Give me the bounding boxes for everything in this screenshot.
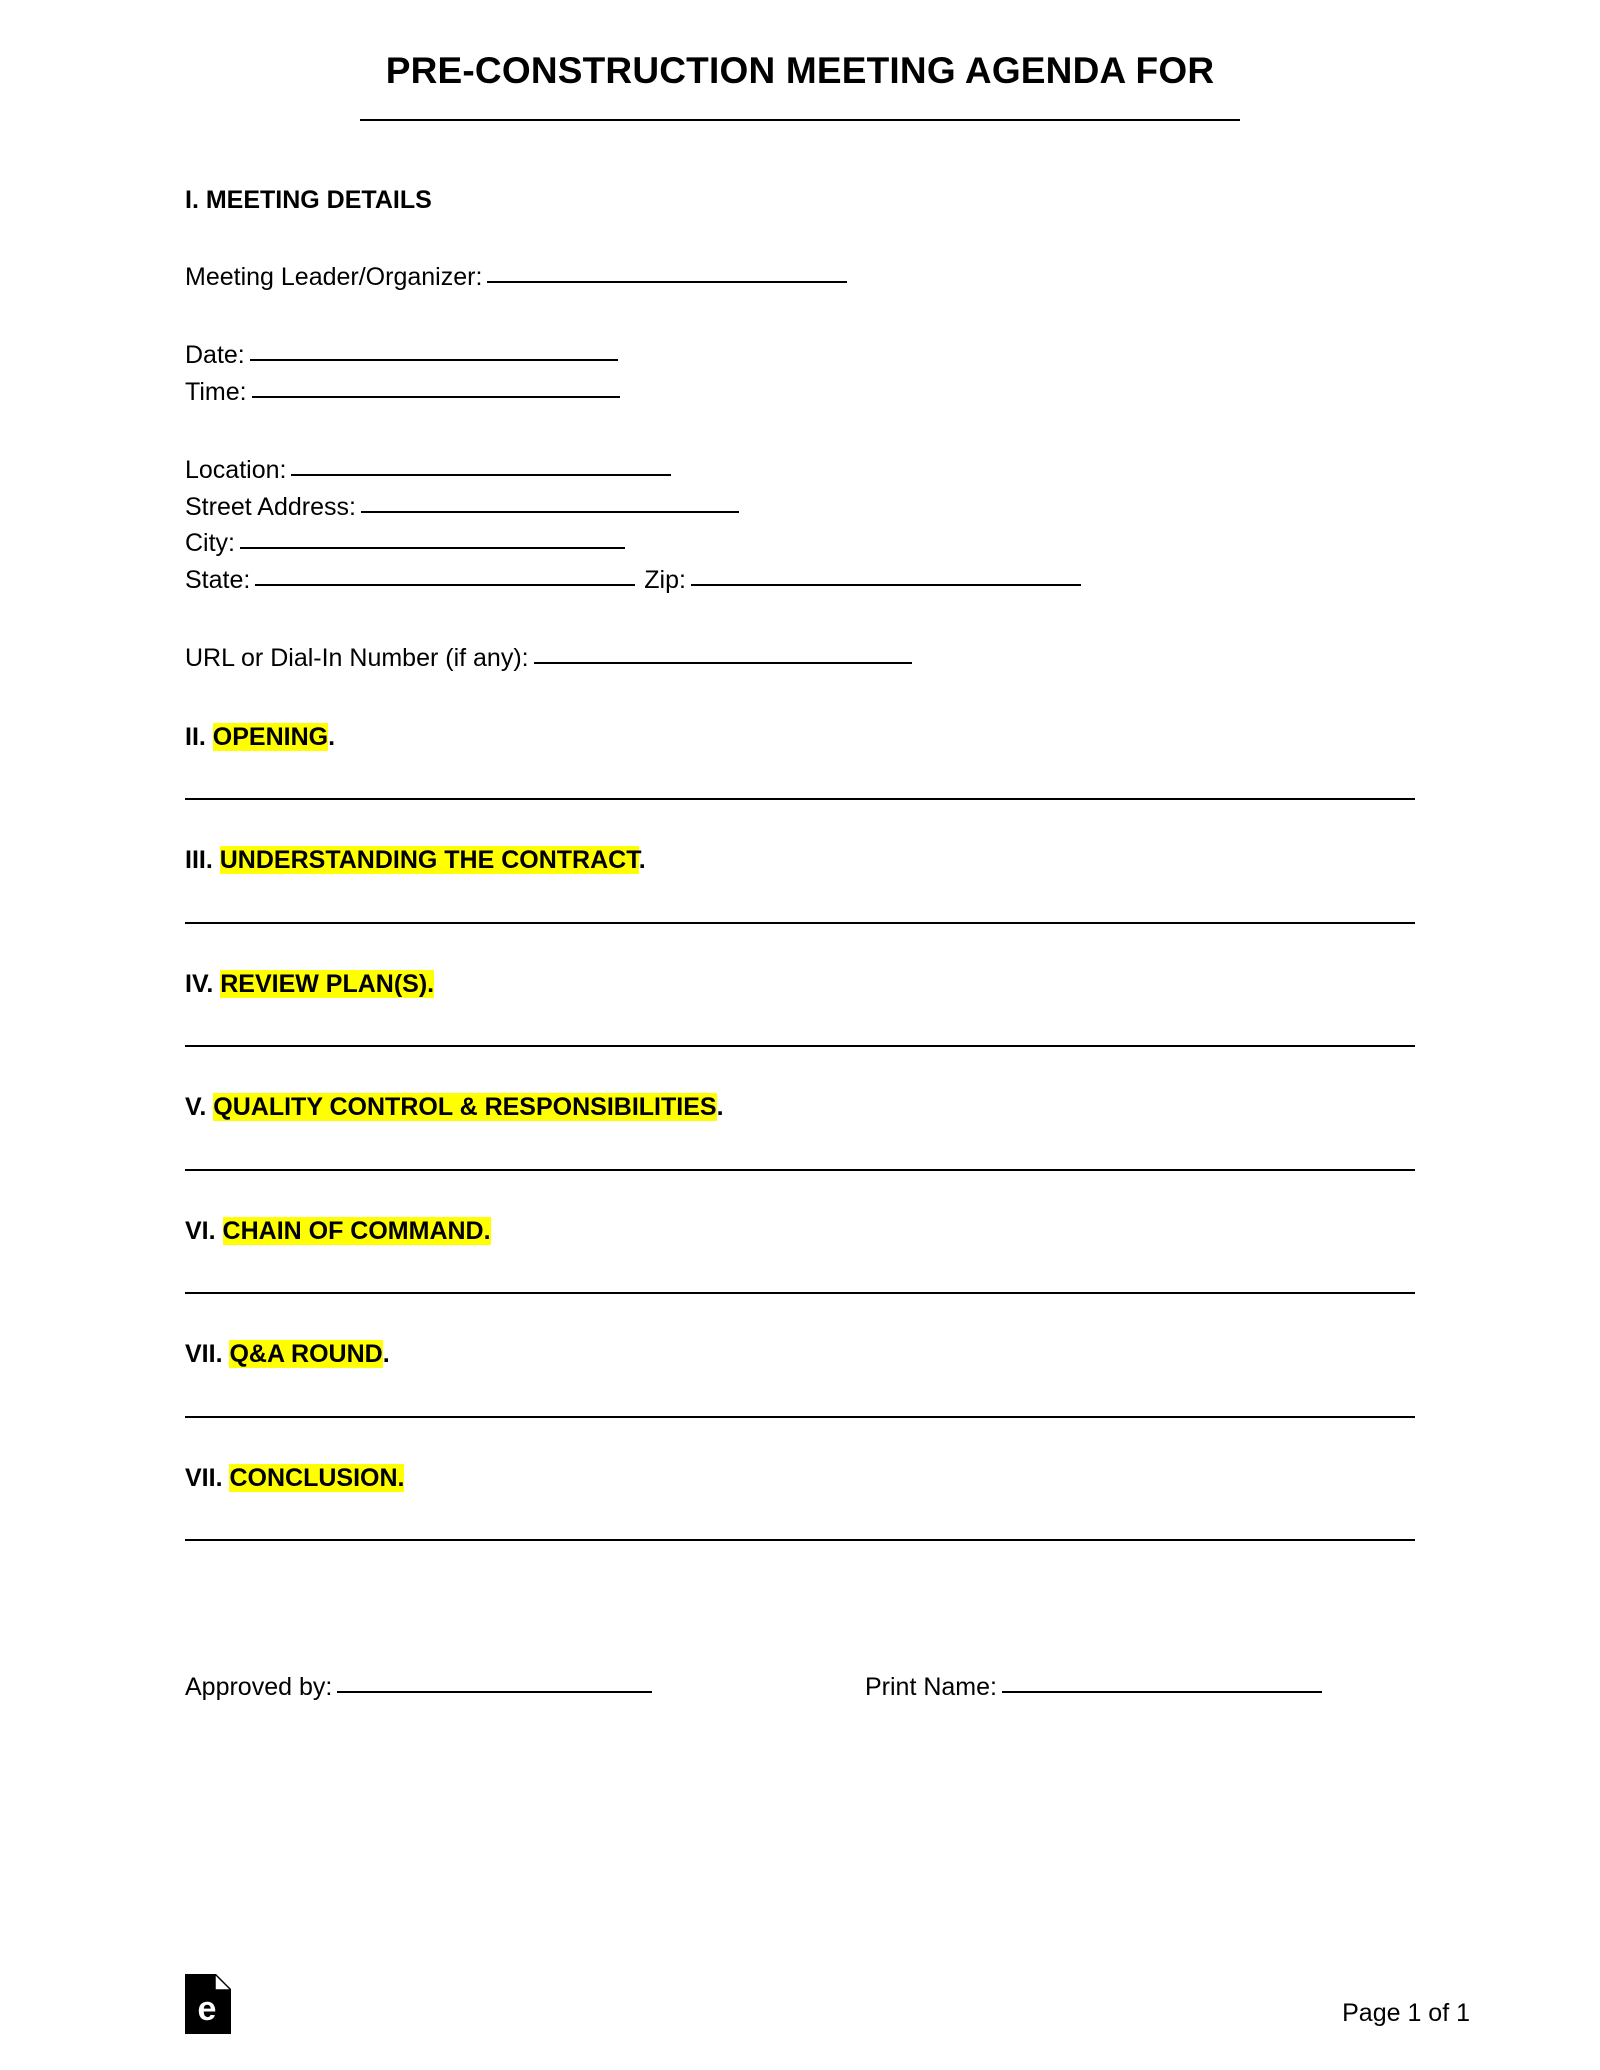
agenda-section-heading-wrap [185, 1418, 1415, 1495]
agenda-section-title: UNDERSTANDING THE CONTRACT [219, 846, 639, 875]
spacer [185, 295, 1415, 337]
title-blank-line-wrap [185, 108, 1415, 126]
agenda-section-numeral: IV. [185, 969, 214, 998]
agenda-section-rule-wrap [185, 1494, 1415, 1541]
street-address-input[interactable] [361, 489, 739, 513]
zip-label: Zip: [644, 565, 686, 594]
agenda-section [185, 1047, 1415, 1171]
page-footer [185, 1974, 1470, 2034]
agenda-section-numeral: VII. [185, 1340, 223, 1369]
location-input[interactable] [291, 452, 671, 476]
agenda-section-heading [185, 968, 1415, 1001]
field-row-organizer [185, 259, 1415, 296]
agenda-section-rule-wrap [185, 1247, 1415, 1294]
agenda-section-title: QUALITY CONTROL & RESPONSIBILITIES [213, 1093, 717, 1122]
spacer [185, 217, 1415, 259]
field-row-url-dial-in [185, 640, 1415, 677]
agenda-section-title: OPENING [212, 722, 329, 751]
agenda-section-heading-wrap [185, 1171, 1415, 1248]
spacer [185, 598, 1415, 640]
organizer-input[interactable] [487, 259, 847, 283]
field-row-city [185, 525, 1415, 562]
street-address-label: Street Address: [185, 492, 356, 521]
agenda-section-numeral: II. [185, 722, 206, 751]
agenda-section-rule-wrap [185, 1000, 1415, 1047]
field-row-state-zip [185, 562, 1415, 599]
time-input[interactable] [252, 374, 620, 398]
agenda-section-heading-wrap [185, 924, 1415, 1001]
field-row-date [185, 337, 1415, 374]
date-label: Date: [185, 341, 245, 370]
field-row-street-address [185, 489, 1415, 526]
agenda-section-heading-wrap [185, 1294, 1415, 1371]
agenda-section [185, 1171, 1415, 1295]
agenda-section-numeral: VI. [185, 1216, 216, 1245]
approved-by-input[interactable] [337, 1669, 652, 1693]
agenda-section-title: CONCLUSION. [229, 1463, 405, 1492]
page-title: PRE-CONSTRUCTION MEETING AGENDA FOR [385, 50, 1215, 91]
svg-text:e: e [197, 1990, 217, 2028]
date-input[interactable] [250, 337, 618, 361]
state-label: State: [185, 565, 251, 594]
state-input[interactable] [255, 562, 635, 586]
city-input[interactable] [240, 525, 625, 549]
print-name-input[interactable] [1002, 1669, 1322, 1693]
url-dial-in-input[interactable] [534, 640, 912, 664]
organizer-label: Meeting Leader/Organizer: [185, 262, 483, 291]
url-dial-in-label: URL or Dial-In Number (if any): [185, 644, 529, 673]
agenda-sections [185, 677, 1415, 1542]
agenda-section-heading-wrap [185, 1047, 1415, 1124]
agenda-section-heading-wrap [185, 677, 1415, 754]
agenda-section-heading-wrap [185, 800, 1415, 877]
zip-input[interactable] [691, 562, 1081, 586]
agenda-section-title: CHAIN OF COMMAND. [222, 1216, 491, 1245]
agenda-section-trailing-period: . [638, 846, 646, 875]
approved-by-label: Approved by: [185, 1673, 333, 1702]
spacer [185, 410, 1415, 452]
agenda-section-rule-wrap [185, 1124, 1415, 1171]
agenda-section [185, 800, 1415, 924]
print-name-label: Print Name: [865, 1673, 997, 1702]
agenda-section-rule-wrap [185, 753, 1415, 800]
agenda-section-heading [185, 1462, 1415, 1495]
field-row-print-name [865, 1669, 1324, 1705]
section-heading-meeting-details: I. MEETING DETAILS [185, 186, 432, 215]
agenda-section-heading [185, 844, 1415, 877]
agenda-section-title: REVIEW PLAN(S). [220, 969, 435, 998]
eforms-logo-icon[interactable] [185, 1974, 231, 2034]
field-row-time [185, 374, 1415, 411]
field-row-location [185, 452, 1415, 489]
page-number: Page 1 of 1 [1342, 1999, 1470, 2027]
agenda-section-heading [185, 1215, 1415, 1248]
agenda-section-trailing-period: . [382, 1340, 390, 1369]
time-label: Time: [185, 377, 247, 406]
agenda-section-rule-wrap [185, 877, 1415, 924]
agenda-section [185, 924, 1415, 1048]
agenda-section [185, 1418, 1415, 1542]
agenda-section-heading [185, 1091, 1415, 1124]
agenda-section-heading [185, 1338, 1415, 1371]
signature-row [185, 1541, 1415, 1705]
field-row-approved-by [185, 1669, 865, 1705]
city-label: City: [185, 529, 235, 558]
agenda-section-numeral: V. [185, 1093, 207, 1122]
agenda-section-trailing-period: . [716, 1093, 724, 1122]
agenda-section-numeral: VII. [185, 1463, 223, 1492]
location-label: Location: [185, 456, 287, 485]
agenda-section-heading [185, 721, 1415, 754]
agenda-section [185, 677, 1415, 801]
agenda-section-rule-wrap [185, 1371, 1415, 1418]
agenda-section-numeral: III. [185, 846, 213, 875]
title-blank-line[interactable] [360, 118, 1240, 121]
agenda-section [185, 1294, 1415, 1418]
agenda-section-trailing-period: . [328, 722, 336, 751]
agenda-section-title: Q&A ROUND [229, 1340, 383, 1369]
